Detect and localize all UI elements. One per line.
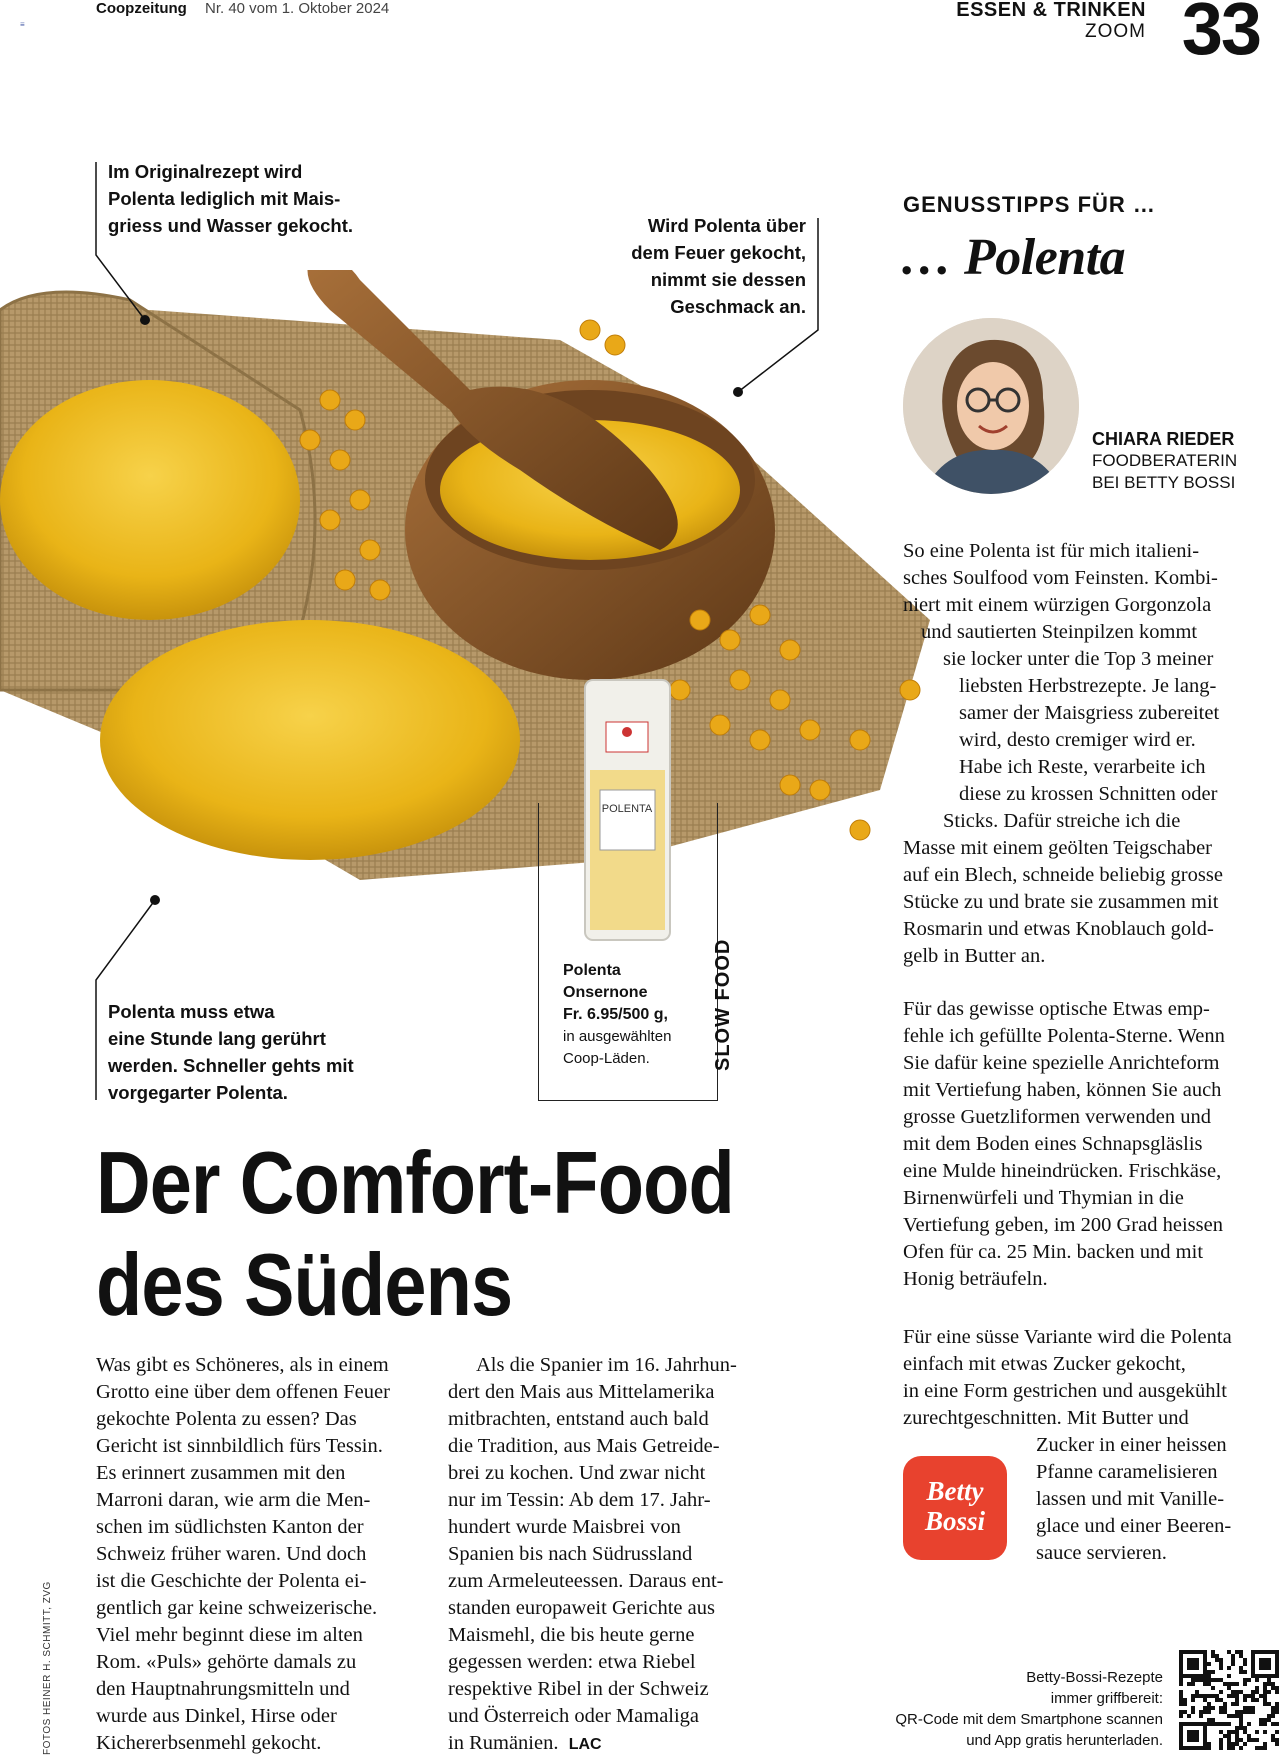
author-info <box>1092 428 1237 494</box>
text-line: einfach mit etwas Zucker gekocht, <box>903 1353 1186 1375</box>
text-line: hundert wurde Maisbrei von <box>448 1516 681 1538</box>
text-line: und Österreich oder Mamaliga <box>448 1705 700 1727</box>
text-line: Honig beträufeln. <box>903 1268 1048 1290</box>
text-line: glace und einer Beeren- <box>1036 1515 1232 1537</box>
text-line: Es erinnert zusammen mit den <box>96 1462 346 1484</box>
text-line: gekochte Polenta zu essen? Das <box>96 1408 357 1430</box>
text-line: Für das gewisse optische Etwas emp- <box>903 998 1210 1020</box>
qr-instructions: Betty-Bossi-Rezepte immer griffbereit: QR-Code mit dem Smartphone scannen und App gratis herunterladen. <box>895 1669 1163 1749</box>
text-line: So eine Polenta ist für mich italieni- <box>903 540 1200 562</box>
text-line: diese zu krossen Schnitten oder <box>959 783 1218 805</box>
text-line: sie locker unter die Top 3 meiner <box>943 648 1214 670</box>
author-signature: LAC <box>568 1736 602 1753</box>
text-line: Rosmarin und etwas Knoblauch gold- <box>903 918 1214 940</box>
callout-stirring: Polenta muss etwa eine Stunde lang gerührt werden. Schneller gehts mit vorgegarter Polenta. <box>108 1001 354 1103</box>
text-line: Gericht ist sinnbildlich fürs Tessin. <box>96 1435 383 1457</box>
text-line: Kichererbsenmehl gekocht. <box>96 1732 322 1754</box>
text-line: Maismehl, die bis heute gerne <box>448 1624 695 1646</box>
text-line: Als die Spanier im 16. Jahrhun- <box>476 1354 737 1376</box>
product-price: Fr. 6.95/500 g, <box>563 1006 668 1023</box>
tips-title: … Polenta <box>900 229 1126 286</box>
photo-credit: FOTOS HEINER H. SCHMITT, ZVG <box>42 1581 53 1755</box>
callout-original-recipe: Im Originalrezept wird Polenta lediglich mit Mais- griess und Wasser gekocht. <box>108 161 354 236</box>
tips-paragraph-2 <box>903 996 1275 1293</box>
text-line: respektive Ribel in der Schweiz <box>448 1678 709 1700</box>
subsection-title: ZOOM <box>1085 21 1146 42</box>
issue-date: Nr. 40 vom 1. Oktober 2024 <box>205 0 390 17</box>
text-line: auf ein Blech, schneide beliebig grosse <box>903 864 1223 886</box>
text-line: Schweiz früher waren. Und doch <box>96 1543 367 1565</box>
author-role-1: FOODBERATERIN <box>1092 451 1238 470</box>
text-line: in eine Form gestrichen und ausgekühlt <box>903 1380 1227 1402</box>
text-line: Sie dafür keine spezielle Anrichteform <box>903 1052 1220 1074</box>
product-info <box>563 960 703 1070</box>
text-line: brei zu kochen. Und zwar nicht <box>448 1462 706 1484</box>
text-line: grosse Guetzliformen verwenden und <box>903 1106 1211 1128</box>
tips-kicker: GENUSSTIPPS FÜR … <box>903 192 1156 217</box>
text-line: niert mit einem würzigen Gorgonzola <box>903 594 1212 616</box>
author-role-2: BEI BETTY BOSSI <box>1092 473 1236 492</box>
text-line: mit Vertiefung haben, können Sie auch <box>903 1079 1222 1101</box>
article-headline: Der Comfort-Food des Südens <box>96 1133 734 1334</box>
text-line: zurechtgeschnitten. Mit Butter und <box>903 1407 1189 1429</box>
text-line: lassen und mit Vanille- <box>1036 1488 1225 1510</box>
tips-paragraph-1 <box>903 538 1275 970</box>
page-number: 33 <box>1181 0 1260 70</box>
text-line: Pfanne caramelisieren <box>1036 1461 1218 1483</box>
author-portrait <box>903 318 1079 494</box>
text-line: gegessen werden: etwa Riebel <box>448 1651 696 1673</box>
text-line: nur im Tessin: Ab dem 17. Jahr- <box>448 1489 711 1511</box>
product-availability-2: Coop-Läden. <box>563 1050 650 1067</box>
text-line: die Tradition, aus Mais Getreide- <box>448 1435 720 1457</box>
text-line: gentlich gar keine schweizerische. <box>96 1597 378 1619</box>
text-line: in Rumänien. LAC <box>448 1732 602 1754</box>
text-line: Sticks. Dafür streiche ich die <box>943 810 1181 832</box>
text-line: wird, desto cremiger wird er. <box>959 729 1196 751</box>
text-line: Spanien bis nach Südrussland <box>448 1543 693 1565</box>
page-marker: ≡ <box>20 20 25 29</box>
text-line: Masse mit einem geölten Teigschaber <box>903 837 1213 859</box>
qr-code[interactable] <box>1179 1650 1279 1750</box>
text-line: und sautierten Steinpilzen kommt <box>921 621 1198 643</box>
section-title: ESSEN & TRINKEN <box>956 0 1146 21</box>
text-line: Rom. «Puls» gehörte damals zu <box>96 1651 357 1673</box>
publication-name: Coopzeitung <box>96 0 187 17</box>
text-line: mitbrachten, entstand auch bald <box>448 1408 709 1430</box>
text-line: Vertiefung geben, im 200 Grad heissen <box>903 1214 1223 1236</box>
text-line: den Hauptnahrungsmitteln und <box>96 1678 350 1700</box>
text-line: Habe ich Reste, verarbeite ich <box>959 756 1206 778</box>
text-line: schen im südlichsten Kanton der <box>96 1516 364 1538</box>
text-line: standen europaweit Gerichte aus <box>448 1597 715 1619</box>
product-name-2: Onsernone <box>563 984 648 1001</box>
text-line: sches Soulfood vom Feinsten. Kombi- <box>903 567 1218 589</box>
text-line: Grotto eine über dem offenen Feuer <box>96 1381 390 1403</box>
text-line: eine Mulde hineindrücken. Frischkäse, <box>903 1160 1222 1182</box>
text-line: Marroni daran, wie arm die Men- <box>96 1489 371 1511</box>
text-line: Zucker in einer heissen <box>1036 1434 1227 1456</box>
text-line: sauce servieren. <box>1036 1542 1167 1564</box>
text-line: samer der Maisgriess zubereitet <box>959 702 1220 724</box>
article-column-2 <box>448 1352 776 1758</box>
text-line: mit dem Boden eines Schnapsgläslis <box>903 1133 1203 1155</box>
text-line: liebsten Herbstrezepte. Je lang- <box>959 675 1217 697</box>
text-line: dert den Mais aus Mittelamerika <box>448 1381 715 1403</box>
article-column-1 <box>96 1352 426 1757</box>
callout-fire-cooking: Wird Polenta über dem Feuer gekocht, nimmt sie dessen Geschmack an. <box>631 215 806 317</box>
text-line: gelb in Butter an. <box>903 945 1046 967</box>
svg-text:POLENTA: POLENTA <box>601 803 653 815</box>
product-availability-1: in ausgewählten <box>563 1028 672 1045</box>
text-line: Was gibt es Schöneres, als in einem <box>96 1354 389 1376</box>
text-line: Birnenwürfeli und Thymian in die <box>903 1187 1184 1209</box>
text-line: ist die Geschichte der Polenta ei- <box>96 1570 367 1592</box>
text-line: Ofen für ca. 25 Min. backen und mit <box>903 1241 1204 1263</box>
text-line: wurde aus Dinkel, Hirse oder <box>96 1705 337 1727</box>
text-line: zum Armeleuteessen. Daraus ent- <box>448 1570 724 1592</box>
slow-food-tag: SLOW FOOD <box>712 938 734 1071</box>
product-name-1: Polenta <box>563 962 621 979</box>
text-line: Für eine süsse Variante wird die Polenta <box>903 1326 1232 1348</box>
text-line: Viel mehr beginnt diese im alten <box>96 1624 363 1646</box>
author-name: CHIARA RIEDER <box>1092 429 1235 449</box>
text-line: fehle ich gefüllte Polenta-Sterne. Wenn <box>903 1025 1225 1047</box>
betty-bossi-logo: Betty Bossi <box>903 1456 1007 1560</box>
text-line: Stücke zu und brate sie zusammen mit <box>903 891 1219 913</box>
